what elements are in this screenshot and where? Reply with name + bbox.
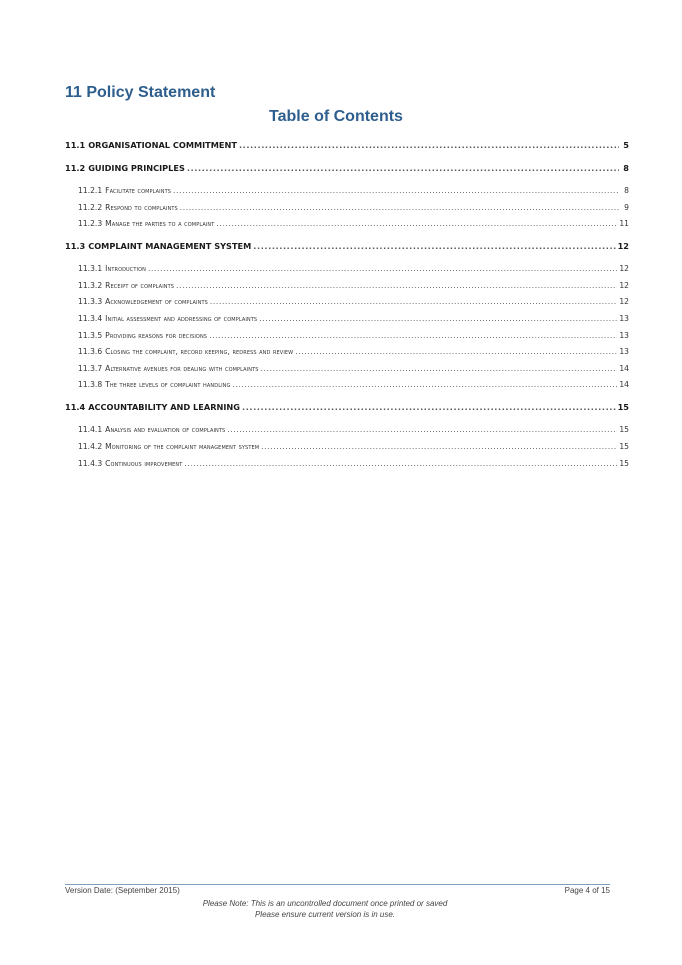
toc-entry-page: 11 (619, 219, 629, 229)
toc-dot-leader (184, 459, 617, 468)
toc-dot-leader (187, 163, 619, 173)
toc-subsection-entry[interactable] (65, 364, 629, 375)
toc-entry-page: 15 (619, 441, 629, 451)
toc-entry-page: 8 (623, 163, 629, 173)
toc-entry-number: 11.3.5 (78, 330, 103, 340)
toc-entry-label: ACCOUNTABILITY AND LEARNING (88, 402, 240, 413)
toc-subsection-entry[interactable] (65, 314, 629, 325)
toc-dot-leader (295, 347, 617, 356)
toc-entry-number: 11.4 (65, 402, 86, 413)
toc-dot-leader (209, 331, 617, 340)
toc-entry-page: 12 (619, 264, 629, 274)
toc-entry-label: Analysis and evaluation of complaints (105, 425, 226, 435)
toc-entry-page: 14 (619, 380, 629, 390)
toc-entry-number: 11.1 (65, 140, 86, 150)
toc-subsection-entry[interactable] (65, 297, 629, 308)
toc-entry-number: 11.2.2 (78, 202, 103, 212)
toc-subsection-entry[interactable] (65, 219, 629, 230)
toc-entry-page: 5 (623, 140, 629, 150)
section-heading: 11 Policy Statement (65, 84, 216, 101)
toc-dot-leader (173, 186, 619, 195)
toc-entry-label: Acknowledgement of complaints (105, 297, 208, 307)
footer-divider (65, 884, 610, 885)
toc-entry-number: 11.3.3 (78, 297, 103, 307)
toc-dot-leader (176, 281, 617, 290)
toc-dot-leader (232, 380, 617, 389)
toc-entry-page: 12 (619, 280, 629, 290)
toc-entry-label: Monitoring of the complaint management system (105, 441, 260, 451)
toc-subsection-entry[interactable] (65, 203, 629, 214)
version-date: Version Date: (September 2015) (65, 886, 180, 895)
toc-entry-page: 15 (617, 402, 629, 413)
toc-entry-label: GUIDING PRINCIPLES (88, 163, 185, 173)
version-note: Please ensure current version is in use. (254, 910, 396, 919)
toc-entry-label: Providing reasons for decisions (105, 330, 208, 340)
toc-entry-number: 11.4.3 (78, 458, 103, 468)
page-number: Page 4 of 15 (564, 886, 610, 895)
toc-entry-page: 8 (624, 186, 629, 195)
toc-subsection-entry[interactable] (65, 264, 629, 275)
toc-entry-number: 11.3 (65, 241, 86, 252)
toc-section-entry[interactable] (65, 163, 629, 175)
toc-entry-label: Receipt of complaints (105, 280, 175, 290)
toc-dot-leader (148, 264, 617, 273)
toc-subsection-entry[interactable] (65, 380, 629, 391)
toc-entry-label: Respond to complaints (105, 202, 178, 212)
toc-entry-number: 11.3.7 (78, 363, 103, 373)
toc-entry-number: 11.2.3 (78, 219, 103, 229)
toc-entry-number: 11.3.6 (78, 347, 103, 357)
toc-entry-number: 11.2.1 (78, 186, 103, 195)
toc-section-entry[interactable] (65, 140, 629, 152)
toc-dot-leader (261, 364, 618, 373)
toc-dot-leader (259, 314, 617, 323)
toc-entry-number: 11.4.2 (78, 441, 103, 451)
toc-dot-leader (180, 203, 619, 212)
toc-subsection-entry[interactable] (65, 186, 629, 197)
toc-dot-leader (227, 425, 617, 434)
toc-entry-label: Continuous improvement (105, 458, 183, 468)
toc-entry-number: 11.3.2 (78, 280, 103, 290)
toc-subsection-entry[interactable] (65, 281, 629, 292)
toc-entry-page: 13 (619, 330, 629, 340)
toc-subsection-entry[interactable] (65, 425, 629, 436)
toc-entry-page: 9 (624, 202, 629, 212)
toc-entry-label: Manage the parties to a complaint (105, 219, 215, 229)
toc-entry-page: 13 (619, 347, 629, 357)
toc-section-entry[interactable] (65, 402, 629, 414)
toc-entry-page: 14 (619, 363, 629, 373)
toc-entry-label: Facilitate complaints (105, 186, 172, 195)
toc-entry-page: 12 (617, 241, 629, 252)
toc-entry-label: Alternative avenues for dealing with complaints (105, 363, 259, 373)
toc-dot-leader (216, 219, 617, 228)
toc-dot-leader (210, 297, 617, 306)
toc-entry-label: Initial assessment and addressing of complaints (105, 313, 258, 323)
toc-entry-number: 11.3.8 (78, 380, 103, 390)
toc-entry-label: Closing the complaint, record keeping, redress and review (105, 347, 294, 357)
toc-subsection-entry[interactable] (65, 347, 629, 358)
toc-dot-leader (242, 402, 616, 412)
toc-subsection-entry[interactable] (65, 442, 629, 453)
toc-subsection-entry[interactable] (65, 459, 629, 470)
toc-dot-leader (261, 442, 617, 451)
toc-entry-label: Introduction (105, 264, 147, 274)
table-of-contents (65, 140, 629, 481)
toc-entry-number: 11.4.1 (78, 425, 103, 435)
toc-subsection-entry[interactable] (65, 331, 629, 342)
toc-entry-label: COMPLAINT MANAGEMENT SYSTEM (88, 241, 252, 252)
toc-entry-page: 15 (619, 458, 629, 468)
toc-entry-number: 11.3.4 (78, 313, 103, 323)
toc-entry-label: The three levels of complaint handling (105, 380, 231, 390)
toc-entry-page: 13 (619, 313, 629, 323)
uncontrolled-note: Please Note: This is an uncontrolled document once printed or saved (202, 899, 448, 908)
toc-section-entry[interactable] (65, 241, 629, 253)
toc-entry-number: 11.2 (65, 163, 86, 173)
toc-entry-page: 12 (619, 297, 629, 307)
toc-entry-label: ORGANISATIONAL COMMITMENT (88, 140, 237, 150)
toc-entry-number: 11.3.1 (78, 264, 103, 274)
toc-dot-leader (239, 140, 619, 150)
toc-dot-leader (253, 241, 615, 251)
toc-title: Table of Contents (269, 108, 403, 125)
toc-entry-page: 15 (619, 425, 629, 435)
